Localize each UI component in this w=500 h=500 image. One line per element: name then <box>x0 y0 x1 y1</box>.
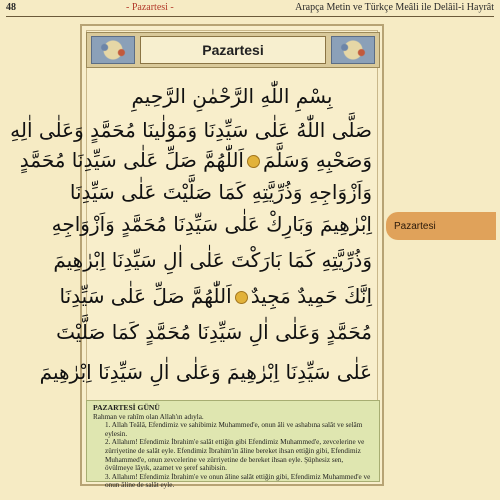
arabic-line-4: وَاَزْوَاجِهِ وَذُرِّيَّتِهِ كَمَا صَلَّيْتَ عَلٰى سَيِّدِنَا <box>69 180 372 204</box>
running-header <box>6 2 494 16</box>
arabic-line-7a: اِنَّكَ حَمِيدٌ مَجِيدٌ <box>250 284 372 308</box>
translation-paragraph-1: 1. Allah Teâlâ, Efendimiz ve sahibimiz Muhammed'e, onun âli ve ashabına salât ve selâm eylesin. <box>105 421 363 438</box>
page-title: Pazartesi <box>202 42 264 58</box>
arabic-line-7 <box>60 284 373 308</box>
ornament-left-icon <box>91 36 135 64</box>
page-title-box <box>140 36 326 64</box>
arabic-line-6: وَذُرِّيَّتِهِ كَمَا بَارَكْتَ عَلٰى اٰلِ سَيِّدِنَا اِبْرٰهِيمَ <box>53 248 372 272</box>
arabic-line-9: عَلٰى سَيِّدِنَا اِبْرٰهِيمَ وَعَلٰى اٰلِ سَيِّدِنَا اِبْرٰهِيمَ <box>39 360 372 384</box>
arabic-line-8: مُحَمَّدٍ وَعَلٰى اٰلِ سَيِّدِنَا مُحَمَّدٍ كَمَا صَلَّيْتَ <box>56 320 372 344</box>
verse-medallion-icon <box>247 155 260 168</box>
translation-box <box>86 400 380 490</box>
translation-paragraph-3: 3. Allahım! Efendimiz İbrahim'e ve onun âline salât ettiğin gibi, Efendimiz Muhammed'e ve onun âline de salât eyle. <box>105 472 371 490</box>
translation-heading: PAZARTESİ GÜNÜ <box>93 403 160 412</box>
arabic-line-1: بِسْمِ اللّٰهِ الرَّحْمٰنِ الرَّحِيمِ <box>131 84 333 108</box>
section-label: - Pazartesi - <box>126 2 174 13</box>
arabic-line-7b: اَللّٰهُمَّ صَلِّ عَلٰى سَيِّدِنَا <box>59 284 232 308</box>
page-number: 48 <box>6 2 16 13</box>
arabic-line-3 <box>20 148 372 172</box>
translation-paragraph-2: 2. Allahım! Efendimiz İbrahim'e salât ettiğin gibi Efendimiz Muhammed'e, zevcelerine ve zürriyetine de salât eyle. Efendimiz İbrahim'in âline bereket ihsan ettiğin gibi, Efendimiz Muhammed'e, onun zevcelerine ve zürriyetine de bereket ihsan eyle. Şüphesiz sen, övülmeye lâyık, azamet ve şeref sahibisin. <box>105 438 365 473</box>
verse-medallion-icon <box>235 291 248 304</box>
ornament-right-icon <box>331 36 375 64</box>
arabic-line-3b: اَللّٰهُمَّ صَلِّ عَلٰى سَيِّدِنَا مُحَمَّدٍ <box>19 148 244 172</box>
arabic-line-2: صَلَّى اللّٰهُ عَلٰى سَيِّدِنَا وَمَوْلٰينَا مُحَمَّدٍ وَعَلٰى اٰلِهِ <box>10 118 372 142</box>
arabic-line-3a: وَصَحْبِهِ وَسَلَّمَ <box>262 148 372 172</box>
book-title: Arapça Metin ve Türkçe Meâli ile Delâil-i Hayrât <box>295 2 494 13</box>
translation-intro: Rahman ve rahîm olan Allah'ın adıyla. <box>93 412 204 421</box>
day-side-tab[interactable] <box>386 212 496 240</box>
arabic-line-5: اِبْرٰهِيمَ وَبَارِكْ عَلٰى سَيِّدِنَا مُحَمَّدٍ وَاَزْوَاجِهِ <box>51 212 372 236</box>
side-tab-label: Pazartesi <box>394 220 436 232</box>
header-rule <box>6 16 494 17</box>
